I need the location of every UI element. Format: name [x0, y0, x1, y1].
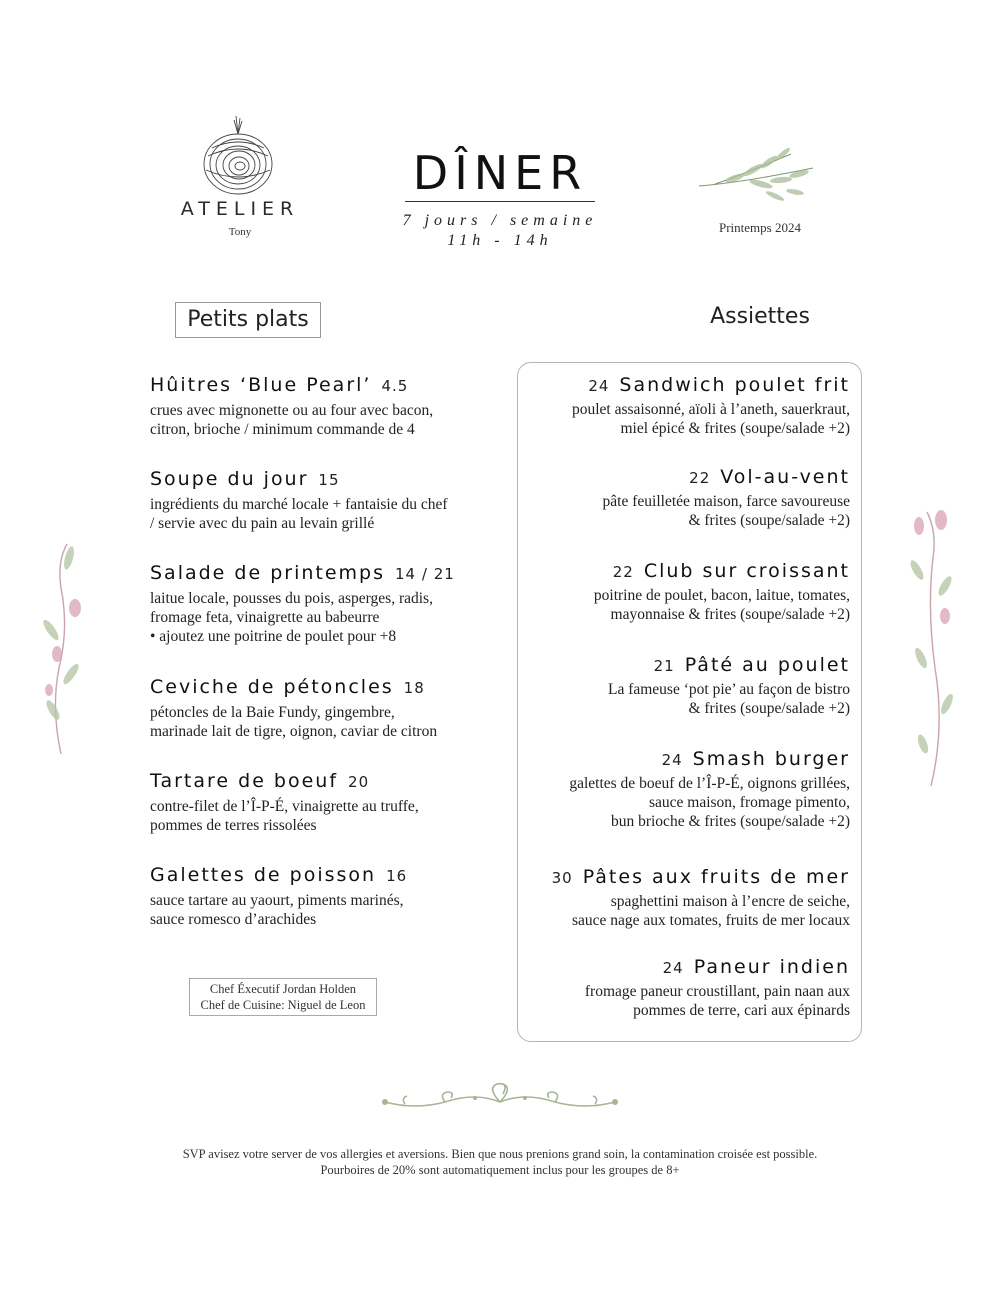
title-underline: [405, 201, 595, 202]
item-description: [150, 495, 500, 533]
menu-item: [505, 374, 850, 438]
executive-chef: Chef Éxecutif Jordan Holden: [209, 982, 357, 996]
season-label: Printemps 2024: [719, 220, 801, 235]
page-title: DÎNER: [412, 146, 588, 200]
item-price: 30: [551, 869, 573, 887]
item-price: 15: [318, 471, 340, 489]
item-price: 24: [588, 377, 610, 395]
item-price: 24: [661, 751, 683, 769]
item-name: Soupe du jour: [150, 468, 309, 490]
item-name: Tartare de boeuf: [150, 770, 339, 792]
description-line: spaghettini maison à l’encre de seiche,: [610, 893, 850, 910]
description-line: sauce tartare au yaourt, piments marinés,: [150, 892, 404, 909]
item-price: 16: [386, 867, 408, 885]
description-line: ingrédients du marché locale + fantaisie du chef: [150, 496, 448, 513]
description-line: galettes de boeuf de l’Î-P-É, oignons grillées,: [569, 775, 850, 792]
menu-item: [505, 466, 850, 530]
chef-de-cuisine: Chef de Cuisine: Niguel de Leon: [200, 998, 366, 1012]
menu-item: [150, 374, 500, 439]
service-hours: 11h - 14h: [447, 232, 553, 249]
item-price: 18: [403, 679, 425, 697]
item-description: [150, 797, 500, 835]
description-line: pommes de terre, cari aux épinards: [633, 1002, 850, 1019]
item-description: [505, 492, 850, 530]
item-description: [505, 774, 850, 831]
description-line: laitue locale, pousses du pois, asperges, radis,: [150, 590, 433, 607]
description-line: fromage feta, vinaigrette au babeurre: [150, 609, 380, 626]
item-name: Pâté au poulet: [684, 654, 850, 676]
footer-notice: [100, 1146, 900, 1178]
flower-vine-left-icon: [35, 538, 85, 756]
description-line: pétoncles de la Baie Fundy, gingembre,: [150, 704, 395, 721]
menu-item: [150, 864, 500, 929]
description-line: • ajoutez une poitrine de poulet pour +8: [150, 628, 397, 645]
item-name: Ceviche de pétoncles: [150, 676, 394, 698]
description-line: pommes de terres rissolées: [150, 817, 317, 834]
item-description: [150, 891, 500, 929]
description-line: sauce maison, fromage pimento,: [648, 794, 850, 811]
description-line: sauce nage aux tomates, fruits de mer locaux: [571, 912, 850, 929]
item-description: [150, 589, 500, 646]
description-line: marinade lait de tigre, oignon, caviar de citron: [150, 723, 438, 740]
item-price: 24: [662, 959, 684, 977]
description-line: poitrine de poulet, bacon, laitue, tomates,: [593, 587, 850, 604]
item-description: [505, 400, 850, 438]
description-line: / servie avec du pain au levain grillé: [150, 515, 375, 532]
item-price: 21: [653, 657, 675, 675]
menu-item: [505, 560, 850, 624]
section-title-assiettes: Assiettes: [710, 304, 810, 329]
menu-item: [505, 654, 850, 718]
item-price: 14 / 21: [395, 565, 455, 583]
description-line: La fameuse ‘pot pie’ au façon de bistro: [607, 681, 850, 698]
item-name: Paneur indien: [693, 956, 850, 978]
service-days: 7 jours / semaine: [402, 212, 598, 229]
description-line: mayonnaise & frites (soupe/salade +2): [610, 606, 850, 623]
herb-sprig-icon: [695, 138, 825, 213]
item-description: [505, 982, 850, 1020]
menu-item: [505, 748, 850, 831]
brand-name: ATELIER: [180, 198, 300, 220]
item-description: [150, 401, 500, 439]
allergy-notice: SVP avisez votre server de vos allergies et aversions. Bien que nous prenions grand soin, la contamination croisée est possible.: [182, 1147, 818, 1161]
section-title-petits-plats: Petits plats: [175, 302, 321, 338]
item-name: Sandwich poulet frit: [619, 374, 850, 396]
description-line: contre-filet de l’Î-P-É, vinaigrette au truffe,: [150, 798, 419, 815]
item-name: Salade de printemps: [150, 562, 386, 584]
menu-item: [150, 770, 500, 835]
gratuity-notice: Pourboires de 20% sont automatiquement inclus pour les groupes de 8+: [320, 1163, 680, 1177]
flourish-divider-icon: [375, 1080, 625, 1114]
onion-logo-icon: [196, 112, 280, 198]
item-description: [505, 680, 850, 718]
item-name: Vol-au-vent: [720, 466, 850, 488]
chef-credits: [189, 978, 377, 1016]
menu-item: [150, 468, 500, 533]
description-line: poulet assaisonné, aïoli à l’aneth, sauerkraut,: [571, 401, 850, 418]
item-name: Smash burger: [692, 748, 850, 770]
item-name: Pâtes aux fruits de mer: [582, 866, 850, 888]
item-price: 20: [348, 773, 370, 791]
item-price: 22: [689, 469, 711, 487]
menu-item: [150, 676, 500, 741]
description-line: pâte feuilletée maison, farce savoureuse: [602, 493, 850, 510]
item-description: [505, 892, 850, 930]
item-name: Hûitres ‘Blue Pearl’: [150, 374, 372, 396]
brand-subtitle: Tony: [228, 226, 252, 238]
description-line: bun brioche & frites (soupe/salade +2): [610, 813, 850, 830]
item-price: 4.5: [381, 377, 409, 395]
description-line: & frites (soupe/salade +2): [688, 512, 850, 529]
item-description: [150, 703, 500, 741]
description-line: citron, brioche / minimum commande de 4: [150, 421, 415, 438]
description-line: fromage paneur croustillant, pain naan aux: [584, 983, 850, 1000]
item-price: 22: [612, 563, 634, 581]
description-line: sauce romesco d’arachides: [150, 911, 317, 928]
description-line: & frites (soupe/salade +2): [688, 700, 850, 717]
item-name: Galettes de poisson: [150, 864, 377, 886]
description-line: miel épicé & frites (soupe/salade +2): [620, 420, 850, 437]
flower-vine-right-icon: [905, 508, 957, 788]
menu-item: [505, 866, 850, 930]
description-line: crues avec mignonette ou au four avec bacon,: [150, 402, 434, 419]
menu-item: [505, 956, 850, 1020]
item-description: [505, 586, 850, 624]
menu-item: [150, 562, 500, 646]
item-name: Club sur croissant: [643, 560, 850, 582]
